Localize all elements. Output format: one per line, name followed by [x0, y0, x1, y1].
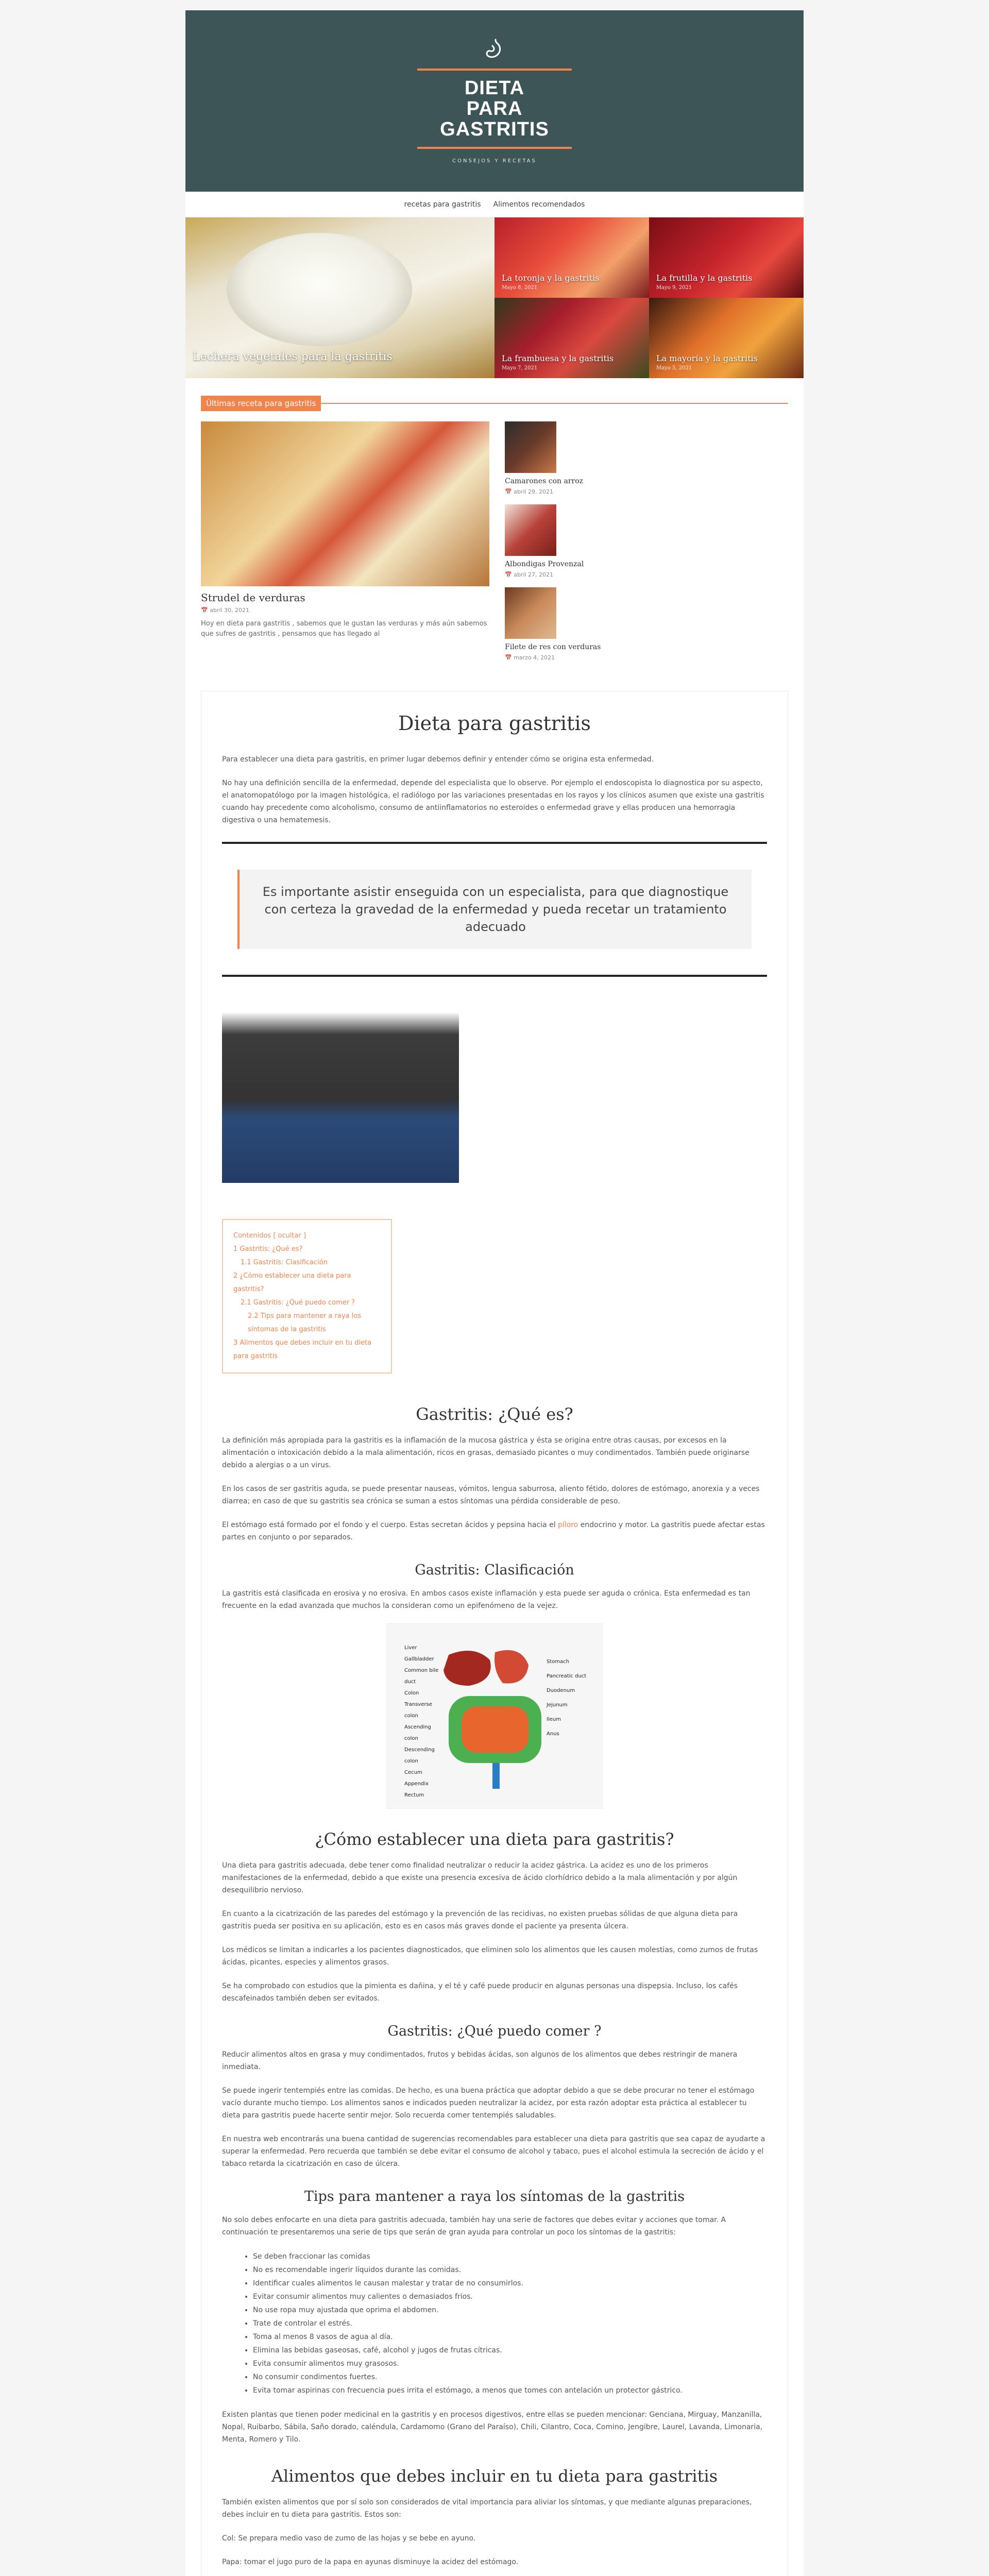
nav-recetas[interactable]: recetas para gastritis: [404, 200, 481, 209]
tile-date: Mayo 8, 2021: [502, 285, 538, 291]
tips-list: [253, 2250, 767, 2397]
tip-item: • No es recomendable ingerir líquidos durante las comidas.: [253, 2263, 767, 2277]
nav-alimentos[interactable]: Alimentos recomendados: [493, 200, 585, 209]
article-paragraph: Se ha comprobado con estudios que la pimienta es dañina, y el té y café puede producir en algunas personas una dispepsia. Incluso, los cafés descafeinados también deben ser evitados.: [222, 1982, 738, 2003]
bowl-image: [227, 233, 412, 346]
article-paragraph: Para establecer una dieta para gastritis, en primer lugar debemos definir y entender cómo se origina esta enfermedad.: [222, 755, 654, 764]
tile-title[interactable]: La mayoría y la gastritis: [656, 353, 758, 363]
toc-link[interactable]: 1.1 Gastritis: Clasificación: [241, 1259, 328, 1266]
piloro-link[interactable]: píloro: [558, 1521, 578, 1529]
latest-section: [185, 396, 804, 670]
tip-item: • Trate de controlar el estrés.: [253, 2317, 767, 2330]
article-paragraph: No solo debes enfocarte en una dieta para gastritis adecuada, también hay una serie de factores que debes evitar y acciones que tomar. A continuación te presentaremos una serie de tips que serán de gran ayuda para controlar un poco los síntomas de la gastritis:: [222, 2216, 726, 2236]
table-of-contents: [222, 1219, 392, 1374]
list-date: 📅 marzo 4, 2021: [505, 654, 555, 661]
site-header: [185, 10, 804, 192]
logo-bar-bottom: [417, 147, 572, 149]
toc-heading[interactable]: Contenidos [ ocultar ]: [233, 1232, 306, 1240]
list-thumb[interactable]: [505, 504, 556, 556]
list-item[interactable]: [505, 504, 601, 578]
heading-clasificacion: Gastritis: Clasificación: [415, 1562, 574, 1578]
article-paragraph: La gastritis está clasificada en erosiva y no erosiva. En ambos casos existe inflamación y esta puede ser aguda o crónica. Esta enfermedad es tan frecuente en la edad avanzada que muchos la consideran como un epifenómeno de la vejez.: [222, 1589, 751, 1610]
featured-main-title[interactable]: Lechera vegetales para la gastritis: [193, 350, 393, 363]
highlight-quote: Es importante asistir enseguida con un especialista, para que diagnostique con certeza la gravedad de la enfermedad y pueda recetar un tratamiento adecuado: [237, 870, 752, 949]
heading-que-es: Gastritis: ¿Qué es?: [416, 1404, 573, 1424]
tile-date: Mayo 5, 2021: [656, 365, 692, 371]
article-paragraph: Los médicos se limitan a indicarles a los pacientes diagnosticados, que eliminen solo los alimentos que les causen molestias, como zumos de frutas ácidas, picantes, especies y alimentos grasos.: [222, 1946, 758, 1967]
list-title[interactable]: Filete de res con verduras: [505, 643, 601, 651]
toc-link[interactable]: 1 Gastritis: ¿Qué es?: [233, 1245, 303, 1253]
article-paragraph: En nuestra web encontrarás una buena cantidad de sugerencias recomendables para establecer una dieta para gastritis que sea capaz de ayudarte a superar la enfermedad. Pero recuerda que también se debe evitar el consumo de alcohol y tabaco, pues el alcohol estimula la secreción de ácido y el tabaco retarda la cicatrización en caso de úlcera.: [222, 2135, 765, 2168]
tip-item: • Identificar cuales alimentos le causan malestar y tratar de no consumirlos.: [253, 2277, 767, 2290]
tile-title[interactable]: La frutilla y la gastritis: [656, 273, 753, 283]
latest-main-excerpt: Hoy en dieta para gastritis , sabemos que le gustan las verduras y más aún sabemos que sufres de gastritis , pensamos que has llegado al: [201, 620, 487, 638]
latest-main-post[interactable]: [201, 421, 489, 670]
tip-item: • No use ropa muy ajustada que oprima el abdomen.: [253, 2303, 767, 2317]
article-paragraph: También existen alimentos que por sí solo son considerados de vital importancia para aliviar los síntomas, y que mediante algunas preparaciones, debes incluir en tu dieta para gastritis. Estos son:: [222, 2498, 752, 2519]
tip-item: • No consumir condimentos fuertes.: [253, 2370, 767, 2384]
list-thumb[interactable]: [505, 421, 556, 473]
site-title: DIETA PARA GASTRITIS: [440, 77, 549, 140]
list-date: 📅 abril 29, 2021: [505, 488, 554, 495]
tip-item: • Toma al menos 8 vasos de agua al día.: [253, 2330, 767, 2344]
tip-item: • Evitar consumir alimentos muy calientes o demasiados fríos.: [253, 2290, 767, 2303]
toc-link[interactable]: 2.2 Tips para mantener a raya los síntomas de la gastritis: [248, 1312, 361, 1333]
latest-main-date: 📅 abril 30, 2021: [201, 607, 250, 614]
featured-tile[interactable]: [494, 298, 649, 378]
latest-heading: Últimas receta para gastritis: [201, 396, 788, 411]
featured-small-grid: [494, 217, 804, 378]
article-paragraph: El estómago está formado por el fondo y el cuerpo. Estas secretan ácidos y pepsina hacia el píloro endocrino y motor. La gastritis puede afectar estas partes en conjunto o por separados.: [222, 1521, 765, 1541]
site-logo[interactable]: [417, 39, 572, 164]
stomach-shape: [494, 1650, 528, 1684]
article-paragraph: En los casos de ser gastritis aguda, se puede presentar nauseas, vómitos, lengua saburrosa, aliento fétido, dolores de estómago, anorexia y a veces diarrea; en caso de que su gastritis sea crónica se suman a estos síntomas una pérdida considerable de peso.: [222, 1485, 760, 1505]
diagram-labels-right: Stomach Pancreatic duct Duodenum Jejunum Ileum Anus: [547, 1659, 587, 1737]
main-nav: [185, 192, 804, 217]
article-paragraph: Reducir alimentos altos en grasa y muy condimentados, frutos y bebidas ácidas, son algunos de los alimentos que debes restringir de manera inmediata.: [222, 2050, 738, 2071]
heading-como-establecer: ¿Cómo establecer una dieta para gastritis?: [315, 1829, 674, 1849]
digestive-system-diagram: [386, 1623, 603, 1809]
tip-item: • Evita tomar aspirinas con frecuencia pues irrita el estómago, a menos que tomes con antelación un protector gástrico.: [253, 2384, 767, 2397]
tip-item: • Elimina las bebidas gaseosas, café, alcohol y jugos de frutas cítricas.: [253, 2344, 767, 2357]
liver-shape: [444, 1651, 491, 1686]
list-thumb[interactable]: [505, 587, 556, 639]
article-paragraph: Una dieta para gastritis adecuada, debe tener como finalidad neutralizar o reducir la acidez gástrica. La acidez es uno de los primeros manifestaciones de la enfermedad, debido a que existe una presencia excesiva de ácido clorhídrico debido a la mala alimentación y por algún desequilibrio nervioso.: [222, 1861, 738, 1894]
featured-tile[interactable]: [649, 298, 804, 378]
list-title[interactable]: Camarones con arroz: [505, 477, 584, 485]
page: [185, 10, 804, 2576]
tile-title[interactable]: La toronja y la gastritis: [502, 273, 600, 283]
list-item[interactable]: [505, 587, 601, 661]
featured-tile[interactable]: [494, 217, 649, 298]
featured-main-date: Mayo 14, 2021: [193, 365, 232, 371]
article-paragraph: Existen plantas que tienen poder medicinal en la gastritis y en procesos digestivos, entre ellas se pueden mencionar: Genciana, Mirguay, Manzanilla, Nopal, Ruibarbo, Sábila, Saño dorado, caléndula, Cardamomo (Grano del Paraíso), Chili, Cilantro, Coca, Comino, Jengibre, Laurel, Lavanda, Limonaria, Menta, Romero y Tilo.: [222, 2411, 763, 2444]
heading-tips: Tips para mantener a raya los síntomas de la gastritis: [304, 2189, 685, 2205]
latest-list: [505, 421, 601, 670]
tip-item: • Evita consumir alimentos muy grasosos.: [253, 2357, 767, 2370]
article: [201, 691, 788, 2576]
logo-bar-top: [417, 69, 572, 71]
stomach-pain-image: [222, 997, 459, 1183]
article-paragraph: Se puede ingerir tentempiés entre las comidas. De hecho, es una buena práctica que adoptar debido a que se debe procurar no tener el estómago vacío durante mucho tiempo. Los alimentos sanos e indicados pueden neutralizar la acidez, por esta razón adoptar esta práctica al establecer tu dieta para gastritis puede hacerte sentir mejor. Solo recuerda comer tentempiés saludables.: [222, 2087, 755, 2120]
article-title: Dieta para gastritis: [398, 712, 591, 735]
tile-date: Mayo 9, 2021: [656, 285, 692, 291]
article-paragraph: No hay una definición sencilla de la enfermedad, depende del especialista que lo observe. Por ejemplo el endoscopista lo diagnostica por su aspecto, el anatomopatólogo por la imagen histológica, el radiólogo por las variaciones presentadas en los rayos y los clínicos asumen que existe una gastritis cuando hay precedente como alcoholismo, consumo de antiinflamatorios no esteroides o enfermedad grave y ellas producen una hemorragia digestiva o una hematemesis.: [222, 779, 764, 824]
small-intestine-shape: [462, 1706, 528, 1753]
toc-link[interactable]: 3 Alimentos que debes incluir en tu dieta para gastritis: [233, 1339, 372, 1360]
tile-title[interactable]: La frambuesa y la gastritis: [502, 353, 614, 363]
featured-main[interactable]: [185, 217, 494, 378]
latest-main-image[interactable]: [201, 421, 489, 586]
list-title[interactable]: Albondigas Provenzal: [505, 560, 584, 568]
divider: [222, 842, 767, 844]
rectum-shape: [492, 1763, 500, 1789]
site-tagline: CONSEJOS Y RECETAS: [452, 158, 537, 164]
article-paragraph: Papa: tomar el jugo puro de la papa en ayunas disminuye la acidez del estómago.: [222, 2558, 519, 2566]
heading-alimentos: Alimentos que debes incluir en tu dieta para gastritis: [271, 2466, 718, 2486]
list-date: 📅 abril 27, 2021: [505, 571, 554, 578]
article-paragraph: Col: Se prepara medio vaso de zumo de las hojas y se bebe en ayuno.: [222, 2534, 476, 2543]
diagram-labels-left: Liver Gallbladder Common bile duct Colon Transverse colon Ascending colon Descending colon Cecum Appendix Rectum: [404, 1645, 439, 1798]
toc-link[interactable]: 2 ¿Cómo establecer una dieta para gastritis?: [233, 1272, 351, 1293]
latest-main-title[interactable]: Strudel de verduras: [201, 591, 305, 604]
tip-item: • Se deben fraccionar las comidas: [253, 2250, 767, 2263]
heading-que-comer: Gastritis: ¿Qué puedo comer ?: [387, 2023, 602, 2039]
divider: [222, 975, 767, 977]
tile-date: Mayo 7, 2021: [502, 365, 538, 371]
stomach-icon: [484, 39, 505, 61]
list-item[interactable]: [505, 421, 601, 495]
toc-link[interactable]: 2.1 Gastritis: ¿Qué puedo comer ?: [241, 1299, 355, 1307]
featured-tile[interactable]: [649, 217, 804, 298]
article-paragraph: La definición más apropiada para la gastritis es la inflamación de la mucosa gástrica y ésta se origina entre otras causas, por excesos en la alimentación o intoxicación debido a la mala alimentación, ricos en grasas, demasiado picantes o muy condimentados. También puede originarse debido a alergias o a un virus.: [222, 1436, 749, 1469]
featured-grid: [185, 217, 804, 378]
article-paragraph: En cuanto a la cicatrización de las paredes del estómago y la prevención de las recidivas, no existen pruebas sólidas de que alguna dieta para gastritis pueda ser positiva en su aplicación, esto es en casos más graves donde el paciente ya presenta úlcera.: [222, 1910, 738, 1930]
